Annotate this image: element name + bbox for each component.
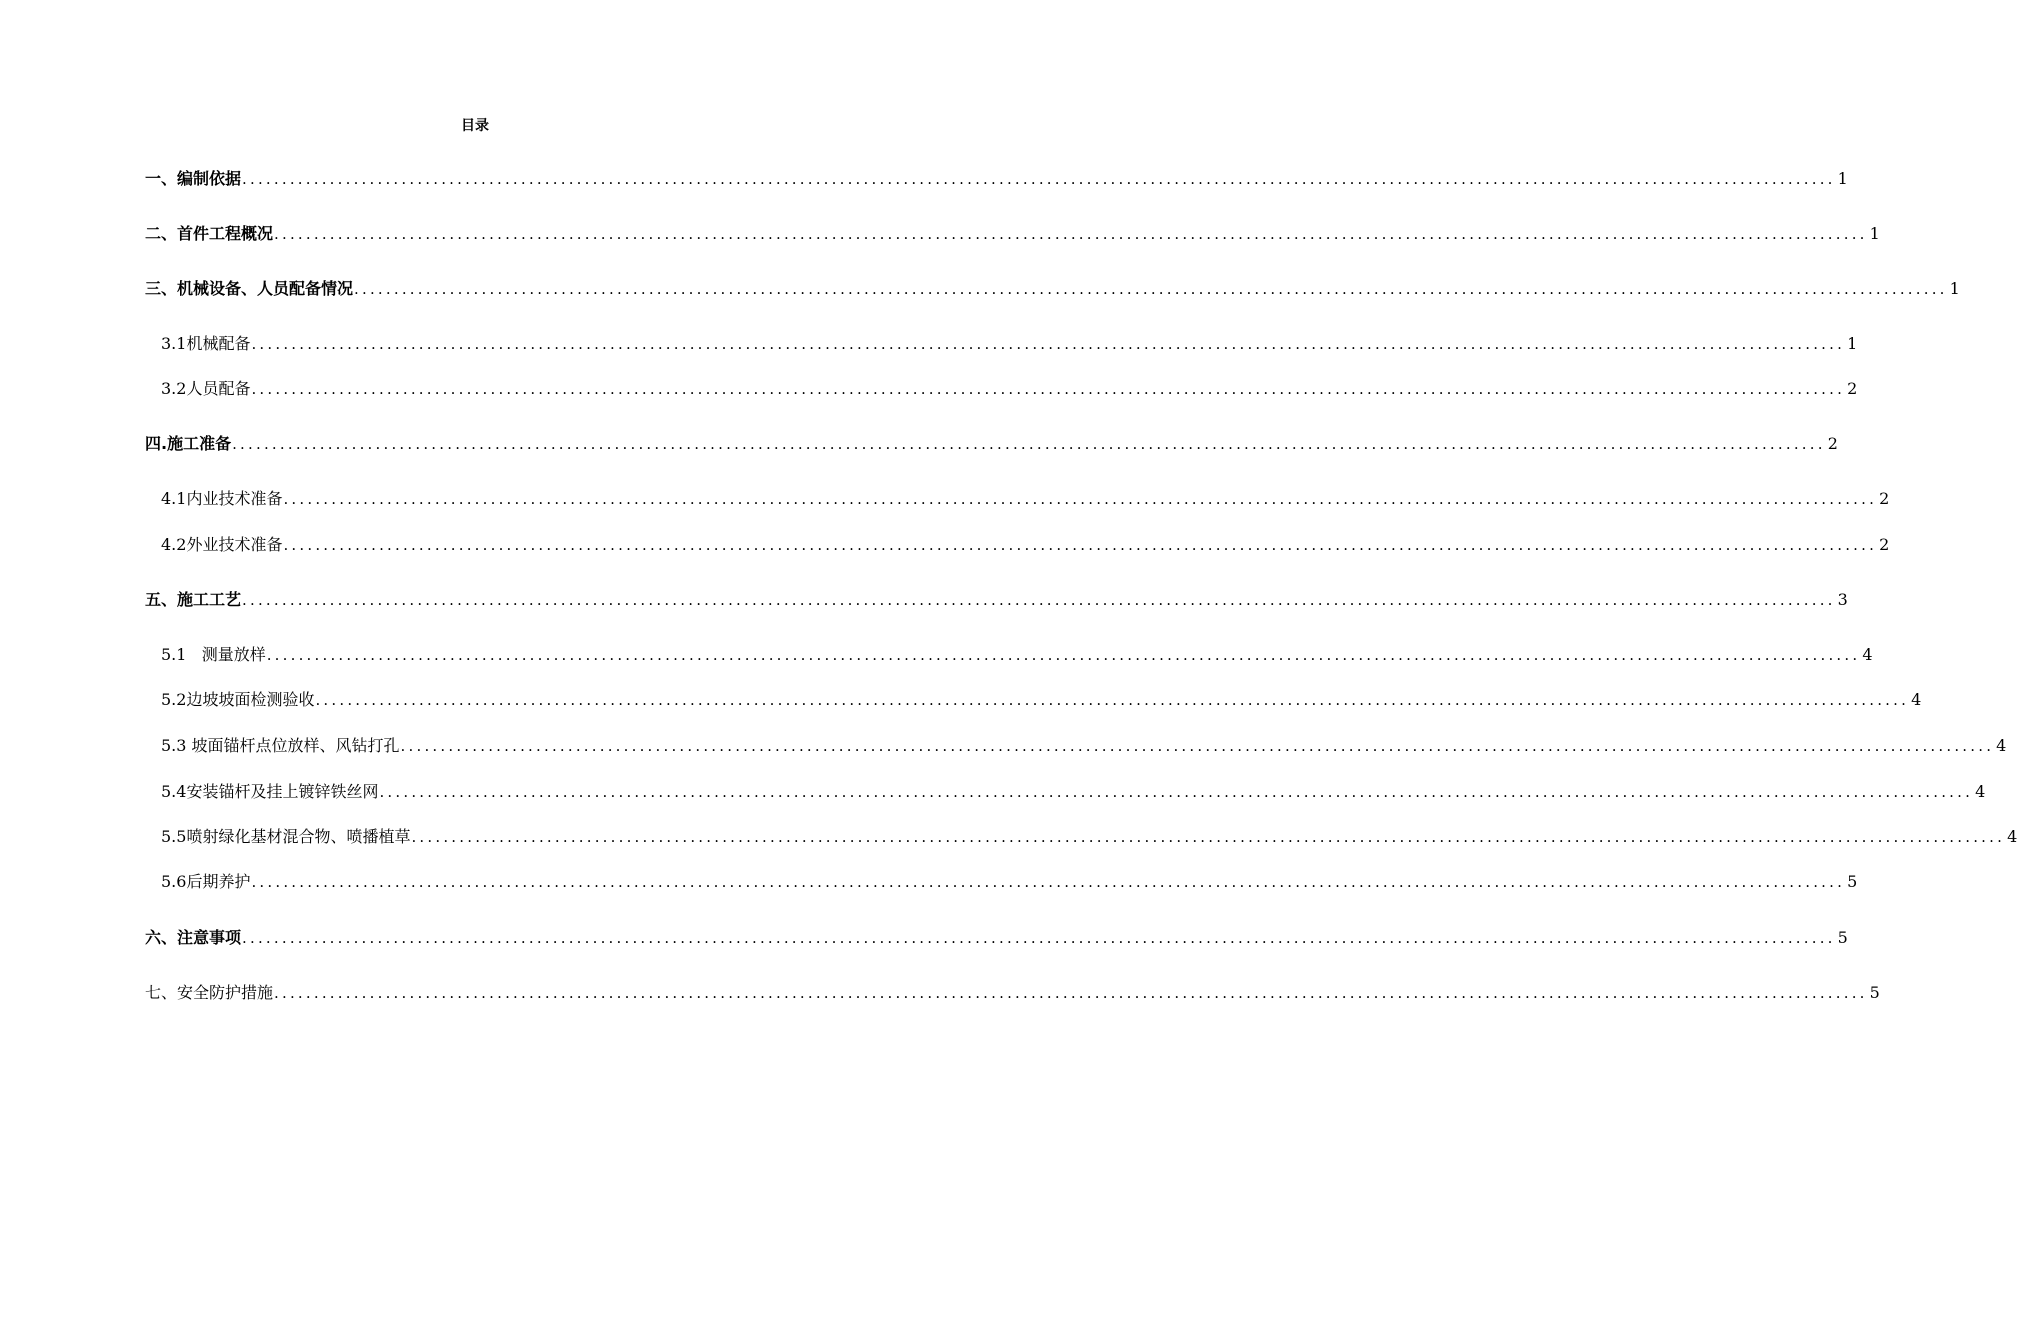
toc-dot-leader: ........................................................................................................................................................................................................ xyxy=(411,828,2006,846)
toc-dot-leader: ........................................................................................................................................................................................................ xyxy=(315,691,1910,709)
toc-entry[interactable] xyxy=(161,332,1858,356)
toc-page-number: 4 xyxy=(1996,736,2007,755)
toc-dot-leader: ........................................................................................................................................................................................................ xyxy=(251,380,1846,398)
toc-page-number: 3 xyxy=(1837,590,1848,609)
toc-entry[interactable] xyxy=(145,167,1848,191)
toc-entry-label: 3.1机械配备 xyxy=(161,334,251,353)
toc-entry-label: 3.2人员配备 xyxy=(161,379,251,398)
toc-page-number: 1 xyxy=(1837,169,1848,188)
toc-dot-leader: ........................................................................................................................................................................................................ xyxy=(379,783,1974,801)
toc-dot-leader: ........................................................................................................................................................................................................ xyxy=(274,984,1868,1002)
toc-entry[interactable] xyxy=(145,432,1838,456)
toc-entry[interactable] xyxy=(161,734,2007,758)
toc-dot-leader: ........................................................................................................................................................................................................ xyxy=(266,646,1861,664)
toc-entry[interactable] xyxy=(161,780,1986,804)
toc-entry-label: 4.1内业技术准备 xyxy=(161,489,283,508)
toc-page-number: 2 xyxy=(1879,535,1890,554)
toc-dot-leader: ........................................................................................................................................................................................................ xyxy=(274,225,1868,243)
toc-entry-label: 三、机械设备、人员配备情况 xyxy=(145,279,354,298)
toc-entry[interactable] xyxy=(145,588,1848,612)
toc-entry-label: 一、编制依据 xyxy=(145,169,242,188)
toc-page-number: 2 xyxy=(1847,379,1858,398)
toc-entry[interactable] xyxy=(145,926,1848,950)
toc-dot-leader: ........................................................................................................................................................................................................ xyxy=(283,490,1878,508)
toc-page-number: 2 xyxy=(1827,434,1838,453)
toc-dot-leader: ........................................................................................................................................................................................................ xyxy=(251,873,1846,891)
toc-dot-leader: ........................................................................................................................................................................................................ xyxy=(354,280,1948,298)
toc-dot-leader: ........................................................................................................................................................................................................ xyxy=(400,737,1995,755)
toc-entry[interactable] xyxy=(161,825,2017,849)
toc-entry-label: 5.5喷射绿化基材混合物、喷播植草 xyxy=(161,827,411,846)
toc-page-number: 1 xyxy=(1869,224,1880,243)
toc-dot-leader: ........................................................................................................................................................................................................ xyxy=(232,435,1826,453)
toc-page-number: 5 xyxy=(1869,983,1880,1002)
toc-entry[interactable] xyxy=(161,643,1873,667)
toc-page-number: 5 xyxy=(1847,872,1858,891)
toc-page-number: 1 xyxy=(1949,279,1960,298)
toc-entry-label: 5.4安装锚杆及挂上镀锌铁丝网 xyxy=(161,782,379,801)
toc-entry[interactable] xyxy=(161,533,1890,557)
toc-entry[interactable] xyxy=(145,981,1880,1005)
toc-entry[interactable] xyxy=(145,277,1960,301)
toc-entry-label: 七、安全防护措施 xyxy=(145,983,274,1002)
toc-page-number: 4 xyxy=(2007,827,2017,846)
toc-page-number: 1 xyxy=(1847,334,1858,353)
toc-entry-label: 5.1 测量放样 xyxy=(161,645,266,664)
toc-entry-label: 5.3 坡面锚杆点位放样、风钻打孔 xyxy=(161,736,400,755)
toc-entry-label: 二、首件工程概况 xyxy=(145,224,274,243)
toc-dot-leader: ........................................................................................................................................................................................................ xyxy=(242,591,1836,609)
toc-entry[interactable] xyxy=(161,688,1922,712)
toc-entry-label: 五、施工工艺 xyxy=(145,590,242,609)
toc-entry-label: 四.施工准备 xyxy=(145,434,232,453)
toc-page-number: 4 xyxy=(1911,690,1922,709)
toc-page-number: 2 xyxy=(1879,489,1890,508)
toc-dot-leader: ........................................................................................................................................................................................................ xyxy=(242,929,1836,947)
toc-dot-leader: ........................................................................................................................................................................................................ xyxy=(283,536,1878,554)
toc-dot-leader: ........................................................................................................................................................................................................ xyxy=(251,335,1846,353)
toc-entry-label: 5.2边坡坡面检测验收 xyxy=(161,690,315,709)
toc-page-number: 5 xyxy=(1837,928,1848,947)
toc-title: 目录 xyxy=(461,118,489,134)
toc-entry[interactable] xyxy=(161,377,1858,401)
toc-entry[interactable] xyxy=(161,870,1858,894)
toc-page-number: 4 xyxy=(1862,645,1873,664)
toc-page-number: 4 xyxy=(1975,782,1986,801)
toc-entry-label: 5.6后期养护 xyxy=(161,872,251,891)
toc-entry-label: 4.2外业技术准备 xyxy=(161,535,283,554)
toc-entry[interactable] xyxy=(145,222,1880,246)
toc-entry[interactable] xyxy=(161,487,1890,511)
toc-entry-label: 六、注意事项 xyxy=(145,928,242,947)
toc-dot-leader: ........................................................................................................................................................................................................ xyxy=(242,170,1836,188)
